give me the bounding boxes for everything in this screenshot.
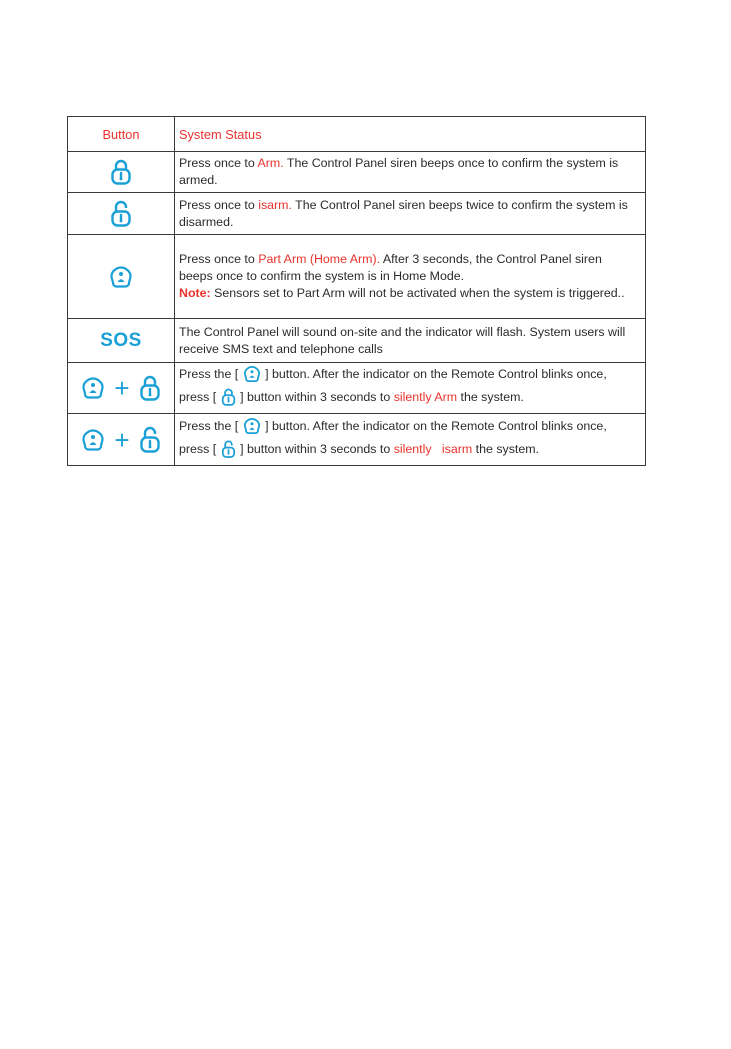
status-text (175, 193, 646, 235)
table-row (68, 152, 646, 193)
text-post: The Control Panel siren beeps twice to confirm the system is disarmed. (179, 197, 628, 229)
home-arm-icon (81, 376, 105, 400)
home-arm-icon (243, 417, 261, 440)
button-cell (68, 235, 175, 319)
text-pre: Press once to (179, 197, 259, 212)
status-text (175, 319, 646, 363)
table-row (68, 363, 646, 414)
text-part: Press the [ (179, 418, 239, 433)
text-part: ] button. After the indicator on the Remote Control blinks once, press [ (179, 418, 607, 456)
home-arm-icon (109, 265, 133, 289)
button-cell (68, 363, 175, 414)
text-highlight: silently Arm (393, 390, 458, 404)
lock-open-icon (221, 440, 236, 463)
button-cell (68, 319, 175, 363)
lock-open-icon (139, 426, 161, 453)
button-cell (68, 152, 175, 193)
plus-sign: + (114, 424, 130, 455)
lock-closed-icon (110, 159, 132, 185)
plus-sign: + (114, 373, 130, 403)
status-text (175, 152, 646, 193)
table-header-row (68, 117, 646, 152)
text-post: After 3 seconds, the Control Panel siren beeps once to confirm the system is in Home Mode. (179, 252, 602, 283)
text-pre: Press once to (179, 252, 259, 266)
text-pre: The Control Panel will sound on-site and the indicator will flash. System users will receive SMS text and telephone calls (179, 324, 626, 356)
home-arm-icon (81, 428, 105, 452)
text-part: the system. (457, 390, 524, 404)
sos-label: SOS (100, 329, 142, 351)
status-text (175, 363, 646, 414)
text-part: Press the [ (179, 367, 239, 381)
table-row (68, 414, 646, 466)
text-part: ] button. After the indicator on the Remote Control blinks once, press [ (179, 367, 607, 404)
header-system-status: System Status (175, 117, 646, 152)
lock-closed-icon (139, 375, 161, 401)
text-part: ] button within 3 seconds to (240, 390, 394, 404)
text-post: The Control Panel siren beeps once to confirm the system is armed. (179, 156, 619, 187)
button-cell (68, 193, 175, 235)
note-label: Note: (179, 286, 211, 300)
note-text: Sensors set to Part Arm will not be activated when the system is triggered.. (210, 286, 625, 300)
home-arm-icon (243, 365, 261, 388)
text-part: the system. (472, 441, 539, 456)
text-highlight: Part Arm (Home Arm). (258, 252, 381, 266)
table-row (68, 319, 646, 363)
text-highlight: isarm. (258, 197, 292, 212)
button-status-table (67, 116, 646, 466)
status-text (175, 414, 646, 466)
status-text (175, 235, 646, 319)
table-row (68, 235, 646, 319)
header-button: Button (68, 117, 175, 152)
text-highlight: silently isarm (393, 441, 473, 456)
table-row (68, 193, 646, 235)
button-cell (68, 414, 175, 466)
text-highlight: Arm. (257, 156, 284, 170)
lock-closed-icon (221, 388, 236, 411)
text-part: ] button within 3 seconds to (240, 441, 394, 456)
text-pre: Press once to (179, 156, 258, 170)
lock-open-icon (110, 200, 132, 227)
